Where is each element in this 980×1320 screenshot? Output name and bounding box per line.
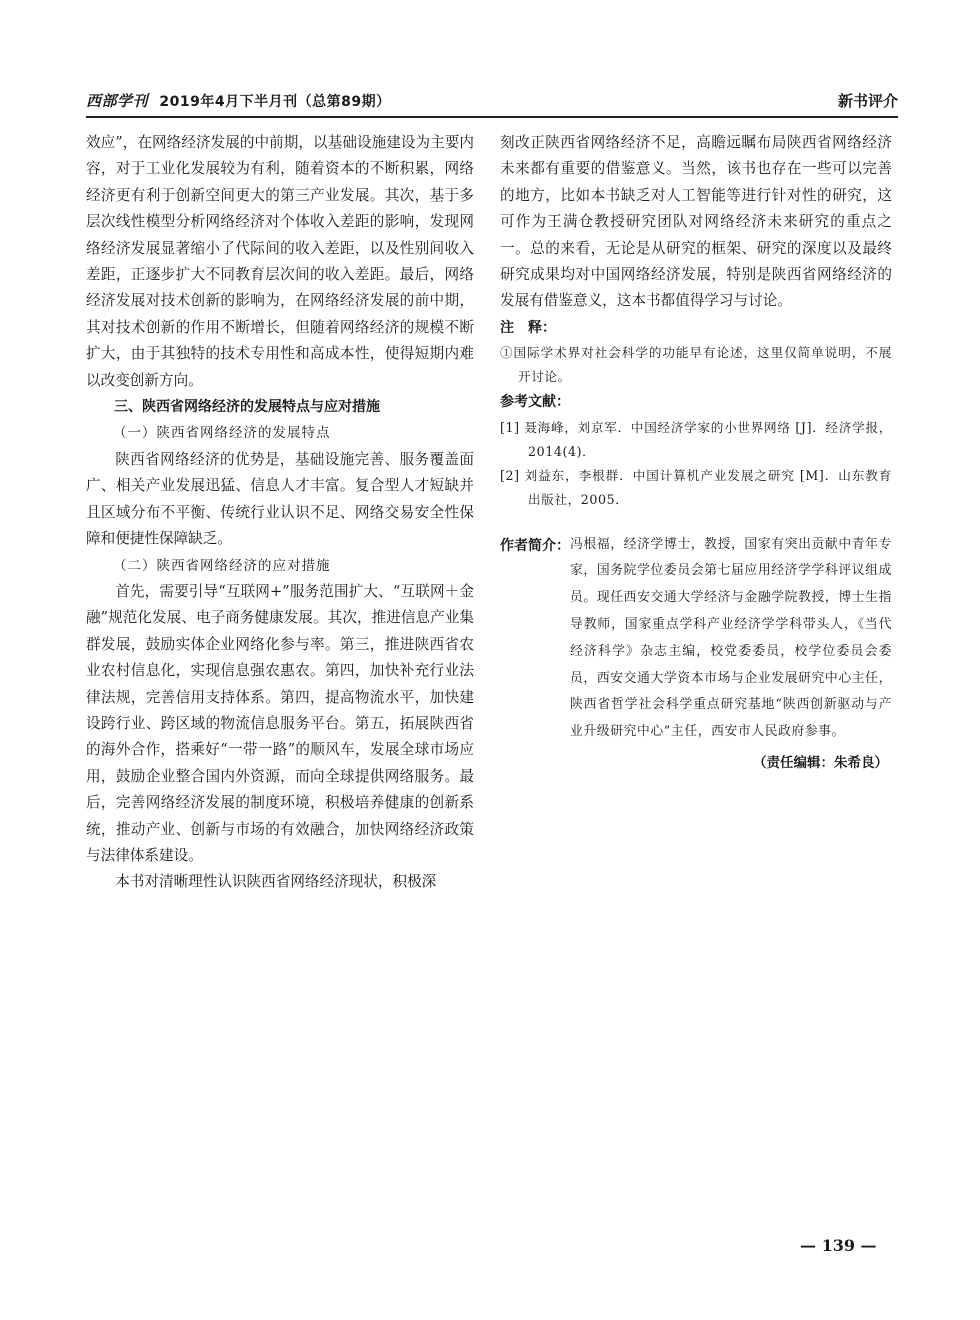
subsection-heading: （二）陕西省网络经济的应对措施	[113, 557, 331, 574]
journal-logo: 西部学刊	[86, 92, 149, 110]
paragraph: 效应”，在网络经济发展的中前期，以基础设施建设为主要内容，对于工业化发展较为有利，随着资本的不断积累，网络经济更有利于创新空间更大的第三产业发展。其次，基于多层次线性模型分析网络经济对个体收入差距的影响，发现网络经济发展显著缩小了代际间的收入差距，以及性别间收入差距，正逐步扩大不同教育层次间的收入差距。最后，网络经济发展对技术创新的影响为，在网络经济发展的前中期，其对技术创新的作用不断增长，但随着网络经济的规模不断扩大，由于其独特的技术专用性和高成本性，使得短期内难以改变创新方向。	[86, 134, 474, 389]
author-bio	[500, 532, 892, 746]
author-text: 冯根福，经济学博士，教授，国家有突出贡献中青年专家，国务院学位委员会第七届应用经济学学科评议组成员。现任西安交通大学经济与金融学院教授，博士生指导教师，国家重点学科产业经济学学科带头人，《当代经济科学》杂志主编，校党委委员，校学位委员会委员，西安交通大学资本市场与企业发展研究中心主任，陕西省哲学社会科学重点研究基地“陕西创新驱动与产业升级研究中心”主任，西安市人民政府参事。	[570, 536, 892, 740]
right-column	[500, 130, 892, 776]
reference-item: [1] 聂海峰，刘京军．中国经济学家的小世界网络 [J]．经济学报，2014(4)．	[500, 419, 892, 459]
left-column	[86, 130, 474, 896]
section-name: 新书评介	[837, 92, 898, 110]
section-heading: 三、陕西省网络经济的发展特点与应对措施	[114, 399, 380, 416]
subsection-heading: （一）陕西省网络经济的发展特点	[113, 425, 331, 442]
note-item: ①国际学术界对社会科学的功能早有论述，这里仅简单说明，不展开讨论。	[500, 345, 892, 385]
paragraph: 首先，需要引导“互联网+”服务范围扩大、“互联网＋金融”规范化发展、电子商务健康发展。其次，推进信息产业集群发展，鼓励实体企业网络化参与率。第三，推进陕西省农业农村信息化，实现信息强农惠农。第四，加快补充行业法律法规，完善信用支持体系。第四，提高物流水平，加快建设跨行业、跨区域的物流信息服务平台。第五，拓展陕西省的海外合作，搭乘好“一带一路”的顺风车，发展全球市场应用，鼓励企业整合国内外资源，而向全球提供网络服务。最后，完善网络经济发展的制度环境，积极培养健康的创新系统，推动产业、创新与市场的有效融合，加快网络经济政策与法律体系建设。	[86, 582, 474, 864]
paragraph: 刻改正陕西省网络经济不足，高瞻远瞩布局陕西省网络经济未来都有重要的借鉴意义。当然，该书也存在一些可以完善的地方，比如本书缺乏对人工智能等进行针对性的研究，这可作为王满仓教授研究团队对网络经济未来研究的重点之一。总的来看，无论是从研究的框架、研究的深度以及最终研究成果均对中国网络经济发展，特别是陕西省网络经济的发展有借鉴意义，这本书都值得学习与讨论。	[500, 134, 892, 310]
paragraph: 陕西省网络经济的优势是，基础设施完善、服务覆盖面广、相关产业发展迅猛、信息人才丰富。复合型人才短缺并且区域分布不平衡、传统行业认识不足、网络交易安全性保障和便捷性保障缺乏。	[86, 450, 474, 548]
editor-credit: （责任编辑：朱希良）	[753, 755, 888, 772]
reference-item: [2] 刘益东，李根群．中国计算机产业发展之研究 [M]．山东教育出版社，2005．	[500, 467, 892, 507]
references-heading: 参考文献：	[500, 394, 570, 411]
notes-heading: 注 释：	[500, 319, 556, 336]
journal-issue: 2019年4月下半月刊（总第89期）	[159, 94, 391, 110]
paragraph: 本书对清晰理性认识陕西省网络经济现状，积极深	[115, 873, 437, 891]
page-number: — 139 —	[800, 1236, 877, 1255]
journal-info	[86, 90, 391, 111]
page-header	[86, 88, 898, 118]
author-label: 作者简介：	[500, 537, 570, 554]
